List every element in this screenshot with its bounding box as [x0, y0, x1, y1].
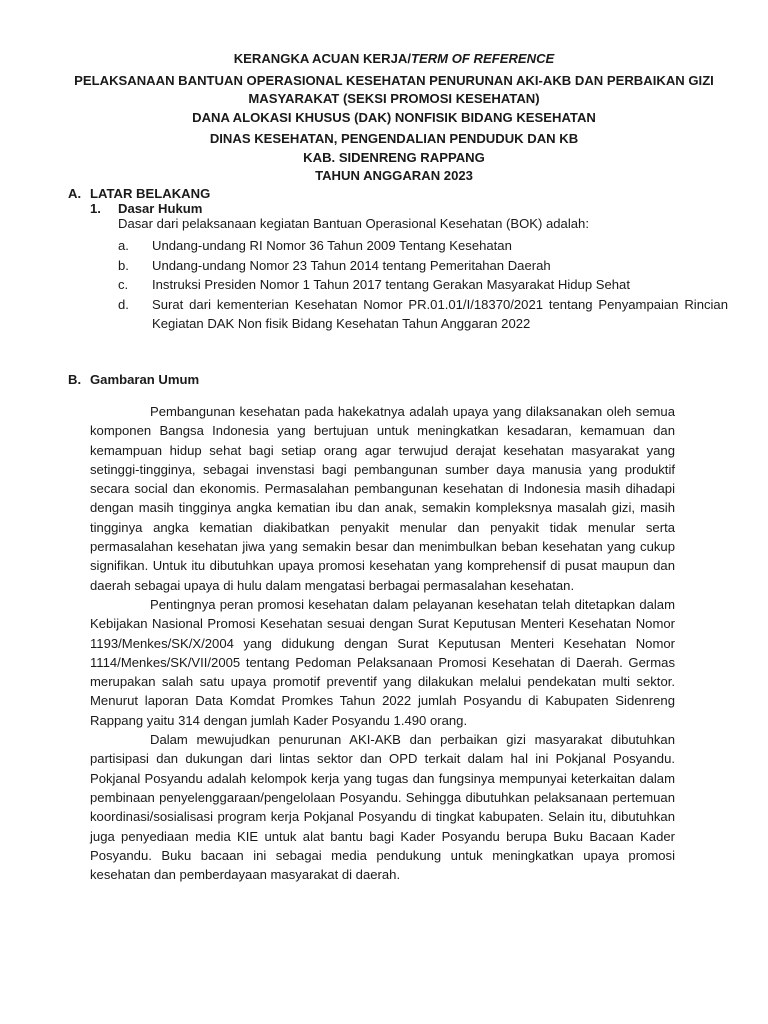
list-text: Surat dari kementerian Kesehatan Nomor PR.01.01/I/18370/2021 tentang Penyampaian Rincian Kegiatan DAK Non fisik Bidang Kesehatan Tahun Anggaran 2022 [152, 296, 728, 331]
list-item [118, 275, 728, 295]
list-marker: c. [118, 277, 129, 292]
section-b-number: B. [68, 372, 82, 387]
gambaran-umum-body [90, 402, 675, 884]
header-line-program: PELAKSANAAN BANTUAN OPERASIONAL KESEHATAN PENURUNAN AKI-AKB DAN PERBAIKAN GIZI MASYARAKAT (SEKSI PROMOSI KESEHATAN) [74, 72, 714, 106]
header-line-dak: DANA ALOKASI KHUSUS (DAK) NONFISIK BIDANG KESEHATAN [192, 109, 596, 125]
header-kak-italic: TERM OF REFERENCE [410, 51, 555, 66]
section-gambaran-umum-heading [68, 372, 728, 388]
subsection-title: Dasar Hukum [118, 201, 203, 216]
list-text: Instruksi Presiden Nomor 1 Tahun 2017 tentang Gerakan Masyarakat Hidup Sehat [152, 277, 630, 292]
list-item [118, 256, 728, 276]
document-header [60, 50, 728, 186]
paragraph: Pentingnya peran promosi kesehatan dalam pelayanan kesehatan telah ditetapkan dalam Kebijakan Nasional Promosi Kesehatan sesuai dengan Surat Keputusan Menteri Kesehatan Nomor 1193/Menkes/SK/X/2004 yang didukung dengan Surat Keputusan Menteri Kesehatan Nomor 1114/Menkes/SK/VII/2005 tentang Pedoman Pelaksanaan Promosi Kesehatan di Daerah. Germas merupakan salah satu upaya promotif preventif yang dilakukan melalui pendekatan multi sektor. Menurut laporan Data Komdat Promkes Tahun 2022 jumlah Posyandu di Kabupaten Sidenreng Rappang yaitu 314 dengan jumlah Kader Posyandu 1.490 orang. [90, 596, 675, 728]
dasar-hukum-list [118, 236, 728, 334]
section-a-number: A. [68, 186, 82, 201]
dasar-hukum-intro: Dasar dari pelaksanaan kegiatan Bantuan Operasional Kesehatan (BOK) adalah: [118, 216, 589, 231]
section-b-title: Gambaran Umum [90, 372, 200, 387]
header-line-tahun: TAHUN ANGGARAN 2023 [315, 168, 473, 183]
header-line-kabupaten: KAB. SIDENRENG RAPPANG [303, 149, 485, 165]
list-item [118, 236, 728, 256]
section-a-heading [68, 186, 728, 202]
subsection-number: 1. [90, 201, 101, 216]
paragraph: Pembangunan kesehatan pada hakekatnya adalah upaya yang dilaksanakan oleh semua komponen Bangsa Indonesia yang bertujuan untuk meningkatkan kesadaran, kemamuan dan kemampuan hidup sehat bagi setiap orang agar terwujud derajat kesehatan masyarakat yang setinggi-tingginya, sebagai invenstasi bagi pembangunan sumber daya manusia yang produktif secara social dan ekonomis. Permasalahan pembangunan kesehatan di Indonesia masih dihadapi dengan masih tingginya angka kematian ibu dan anak, semakin kompleksnya masalah gizi, masih tingginya angka kematian diakibatkan penyakit menular dan penyakit tidak menular serta permasalahan kesehatan jiwa yang semakin besar dan menimbulkan beban kesehatan yang cukup signifikan. Untuk itu dibutuhkan upaya promosi kesehatan yang komprehensif di pusat maupun dan daerah sebagai upaya di hulu dalam mengatasi berbagai permasalahan kesehatan. [90, 404, 675, 593]
list-marker: d. [118, 296, 129, 312]
section-latar-belakang [68, 186, 728, 334]
section-a-title: LATAR BELAKANG [90, 186, 211, 201]
list-marker: a. [118, 238, 129, 253]
paragraph: Dalam mewujudkan penurunan AKI-AKB dan perbaikan gizi masyarakat dibutuhkan partisipasi dan dukungan dari lintas sektor dan OPD terkait dalam hal ini Pokjanal Posyandu. Pokjanal Posyandu adalah kelompok kerja yang tugas dan fungsinya mempunyai keterkaitan dalam pembinaan penyelenggaraan/pengelolaan Posyandu. Sehingga dibutuhkan pelaksanaan pertemuan koordinasi/sosialisasi program kerja Pokjanal Posyandu di tingkat kabupaten. Selain itu, dibutuhkan juga penyediaan media KIE untuk alat bantu bagi Kader Posyandu berupa Buku Bacaan Kader Posyandu. Buku bacaan ini sebagai media pendukung untuk meningkatkan upaya promosi kesehatan dan pemberdayaan masyarakat di daerah. [90, 732, 675, 883]
list-text: Undang-undang RI Nomor 36 Tahun 2009 Tentang Kesehatan [152, 238, 512, 253]
header-kak-normal: KERANGKA ACUAN KERJA/ [233, 51, 411, 66]
header-line-dinas: DINAS KESEHATAN, PENGENDALIAN PENDUDUK DAN KB [209, 131, 579, 146]
list-text: Undang-undang Nomor 23 Tahun 2014 tentang Pemeritahan Daerah [152, 257, 551, 273]
list-item [118, 295, 728, 334]
subsection-dasar-hukum-heading [90, 202, 728, 216]
list-marker: b. [118, 257, 129, 273]
header-line-kak [60, 50, 728, 69]
